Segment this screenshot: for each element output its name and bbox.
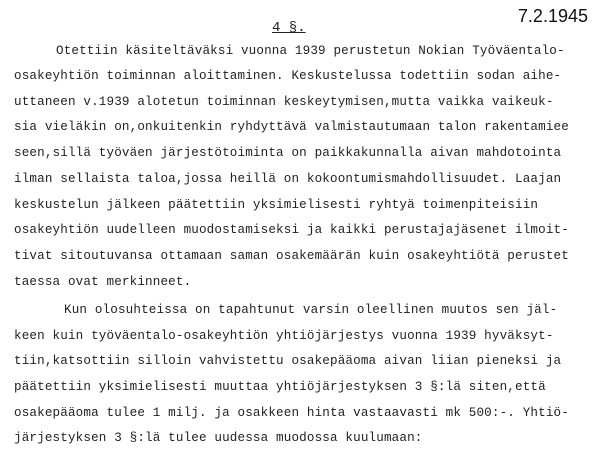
text-line: ilman sellaista taloa,jossa heillä on kokoontumismahdollisuudet. Laajan: [14, 172, 562, 186]
text-line: keskustelun jälkeen päätettiin yksimielisesti ryhtyä toimenpiteisiin: [14, 198, 539, 212]
text-line: sia vieläkin on,onkuitenkin ryhdyttävä valmistautumaan talon rakentamiee: [14, 120, 569, 134]
text-line: Kun olosuhteissa on tapahtunut varsin oleellinen muutos sen jäl-: [64, 303, 558, 317]
text-line: osakeyhtiön toiminnan aloittaminen. Keskustelussa todettiin sodan aihe-: [14, 69, 562, 83]
text-line: seen,sillä työväen järjestötoiminta on paikkakunnalla aivan mahdotointa: [14, 146, 562, 160]
text-line: taessa ovat merkinneet.: [14, 275, 192, 289]
text-line: järjestyksen 3 §:lä tulee uudessa muodossa kuulumaan:: [14, 431, 423, 445]
text-line: Otettiin käsiteltäväksi vuonna 1939 perustetun Nokian Työväentalo-: [56, 44, 565, 58]
text-line: keen kuin työväentalo-osakeyhtiön yhtiöjärjestys vuonna 1939 hyväksyt-: [14, 329, 554, 343]
text-line: osakepääoma tulee 1 milj. ja osakkeen hinta vastaavasti mk 500:-. Yhtiö-: [14, 406, 569, 420]
text-line: tivat sitoutuvansa ottamaan saman osakemäärän kuin osakeyhtiötä perustet: [14, 249, 569, 263]
text-line: osakeyhtiön uudelleen muodostamiseksi ja kaikki perustajajäsenet ilmoit-: [14, 223, 569, 237]
section-number: 4 §.: [272, 20, 306, 36]
text-line: päätettiin yksimielisesti muuttaa yhtiöjärjestyksen 3 §:lä siten,että: [14, 380, 546, 394]
text-line: tiin,katsottiin silloin vahvistettu osakepääoma aivan liian pieneksi ja: [14, 354, 562, 368]
text-line: uttaneen v.1939 alotetun toiminnan keskeytymisen,mutta vaikka vaikeuk-: [14, 95, 554, 109]
document-date: 7.2.1945: [517, 6, 588, 26]
